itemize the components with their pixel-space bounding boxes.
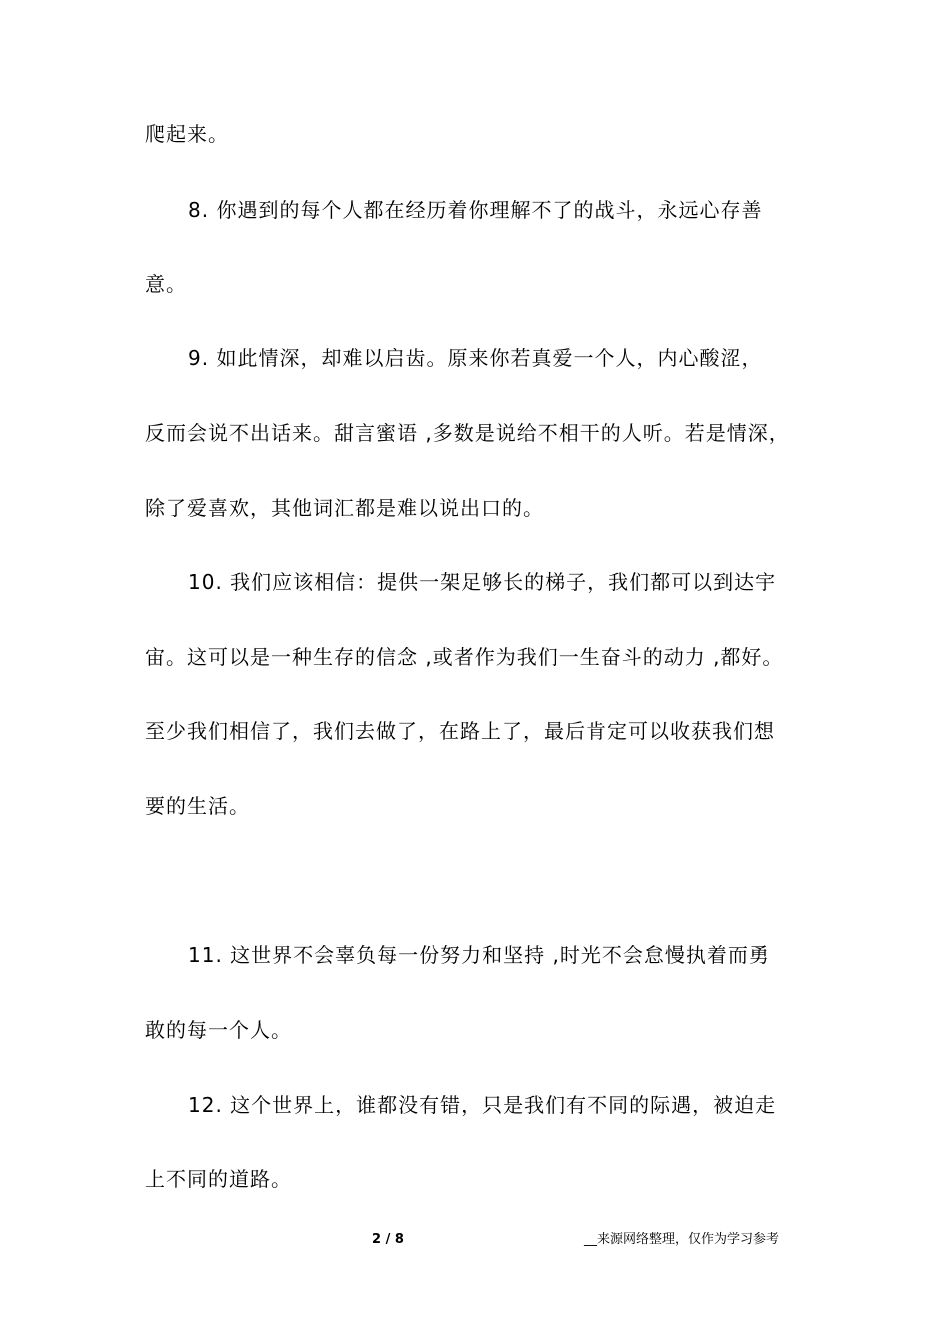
text-line: 至少我们相信了，我们去做了，在路上了，最后肯定可以收获我们想 [145,719,775,743]
text-line: 意。 [145,272,187,296]
page-number: 2 / 8 [372,1232,404,1247]
text-line: 上不同的道路。 [145,1167,292,1191]
text-line-item-8: 8. 你遇到的每个人都在经历着你理解不了的战斗，永远心存善 [188,198,763,222]
text-line-item-10: 10. 我们应该相信：提供一架足够长的梯子，我们都可以到达宇 [188,570,777,594]
text-line: 除了爱喜欢，其他词汇都是难以说出口的。 [145,496,544,520]
text-line-item-9: 9. 如此情深，却难以启齿。原来你若真爱一个人，内心酸涩， [188,346,763,370]
text-line-item-12: 12. 这个世界上，谁都没有错，只是我们有不同的际遇，被迫走 [188,1093,777,1117]
text-line: 爬起来。 [145,122,229,146]
text-line: 要的生活。 [145,794,250,818]
text-line: 宙。这可以是一种生存的信念 ,或者作为我们一生奋斗的动力 ,都好。 [145,645,784,669]
text-line: 敢的每一个人。 [145,1018,292,1042]
source-note: __来源网络整理，仅作为学习参考 [584,1232,780,1247]
text-line: 反而会说不出话来。甜言蜜语 ,多数是说给不相干的人听。若是情深， [145,421,790,445]
text-line-item-11: 11. 这世界不会辜负每一份努力和坚持 ,时光不会怠慢执着而勇 [188,943,770,967]
